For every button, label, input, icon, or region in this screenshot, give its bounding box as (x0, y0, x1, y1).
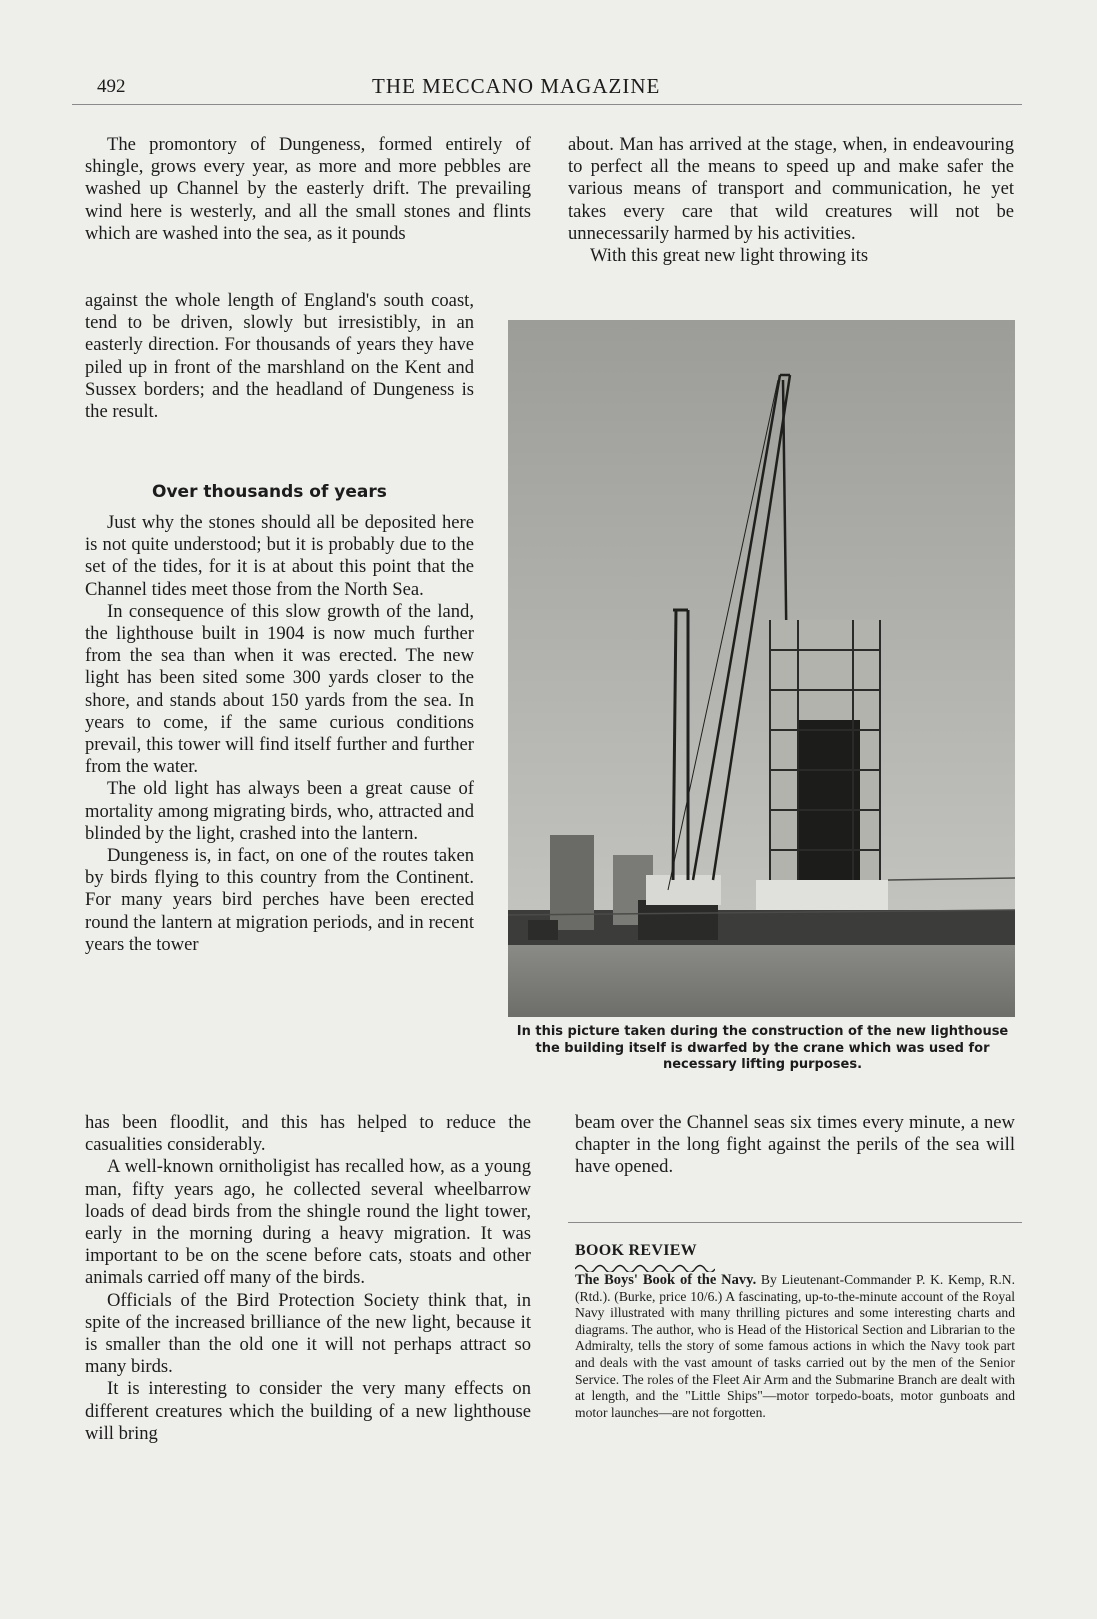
paragraph: about. Man has arrived at the stage, when, in endeavouring to perfect all the means to speed up and make safer the various means of transport and communication, he yet takes every care that wild creatures will not be unnecessarily harmed by his activities. (568, 134, 1014, 244)
paragraph: A well-known ornitholigist has recalled how, as a young man, fifty years ago, he collected several wheelbarrow loads of dead birds from the shingle round the light tower, early in the morning during a heavy migration. It was important to be on the scene before cats, stoats and other animals carried off many of the birds. (85, 1156, 531, 1289)
col1-bottom-text (85, 1112, 531, 1445)
subheading: Over thousands of years (152, 482, 387, 502)
paragraph: Just why the stones should all be deposited here is not quite understood; but it is probably due to the set of the tides, for it is at about this point that the Channel tides meet those from the North Sea. (85, 512, 474, 600)
paragraph: has been floodlit, and this has helped to reduce the casualities considerably. (85, 1112, 531, 1156)
review-rule (568, 1222, 1022, 1223)
col1-top-text (85, 134, 531, 245)
header-rule (72, 104, 1022, 105)
photo-caption: In this picture taken during the construction of the new lighthouse the building itself is dwarfed by the crane which was used for necessary lifting purposes. (516, 1024, 1009, 1072)
col1-wrap-text (85, 290, 474, 423)
col2-bottom-text (575, 1112, 1015, 1179)
book-title: The Boys' Book of the Navy. (575, 1272, 757, 1288)
wavy-underline-icon (575, 1262, 715, 1272)
paragraph: Dungeness is, in fact, on one of the routes taken by birds flying to this country from the Continent. For many years bird perches have been erected round the lantern at migration periods, and in recent years the tower (85, 845, 474, 955)
paragraph: In consequence of this slow growth of the land, the lighthouse built in 1904 is now much further from the sea than when it was erected. The new light has been sited some 300 yards closer to the shore, and stands about 150 yards from the sea. In years to come, if the same curious conditions prevail, this tower will find itself further and further from the water. (85, 600, 474, 778)
col2-top-text (568, 134, 1014, 267)
paragraph: beam over the Channel seas six times every minute, a new chapter in the long fight against the perils of the sea will have opened. (575, 1112, 1015, 1178)
book-review-text (575, 1272, 1015, 1421)
paragraph: The old light has always been a great cause of mortality among migrating birds, who, attracted and blinded by the light, crashed into the lantern. (85, 778, 474, 844)
paragraph: It is interesting to consider the very many effects on different creatures which the building of a new lighthouse will bring (85, 1378, 531, 1444)
page-number: 492 (97, 76, 126, 97)
lighthouse-construction-photo (508, 320, 1015, 1017)
col1-mid-text (85, 512, 474, 956)
paragraph: The promontory of Dungeness, formed entirely of shingle, grows every year, as more and more pebbles are washed up Channel by the easterly drift. The prevailing wind here is westerly, and all the small stones and flints which are washed into the sea, as it pounds (85, 134, 531, 244)
paragraph: against the whole length of England's south coast, tend to be driven, slowly but irresistibly, in an easterly direction. For thousands of years they have piled up in front of the marshland on the Kent and Sussex borders; and the headland of Dungeness is the result. (85, 290, 474, 423)
photo-illustration (508, 320, 1015, 1017)
paragraph: With this great new light throwing its (590, 245, 869, 267)
book-review-heading: BOOK REVIEW (575, 1242, 697, 1259)
paragraph: Officials of the Bird Protection Society think that, in spite of the increased brilliance of the new light, because it is smaller than the old one it will not perhaps attract so many birds. (85, 1289, 531, 1378)
book-review-body: By Lieutenant-Commander P. K. Kemp, R.N. (Rtd.). (Burke, price 10/6.) A fascinating, up-to-the-minute account of the Royal Navy illustrated with many thrilling pictures and some interesting charts and diagrams. The author, who is Head of the Historical Section and Librarian to the Admiralty, tells the story of some famous actions in which the Navy took part and deals with the vast amount of tasks carried out by the men of the Senior Service. The roles of the Fleet Air Arm and the Submarine Branch are dealt with at length, and the "Little Ships"—motor torpedo-boats, motor gunboats and motor launches—are not forgotten. (575, 1272, 1015, 1420)
magazine-title: THE MECCANO MAGAZINE (372, 74, 661, 98)
